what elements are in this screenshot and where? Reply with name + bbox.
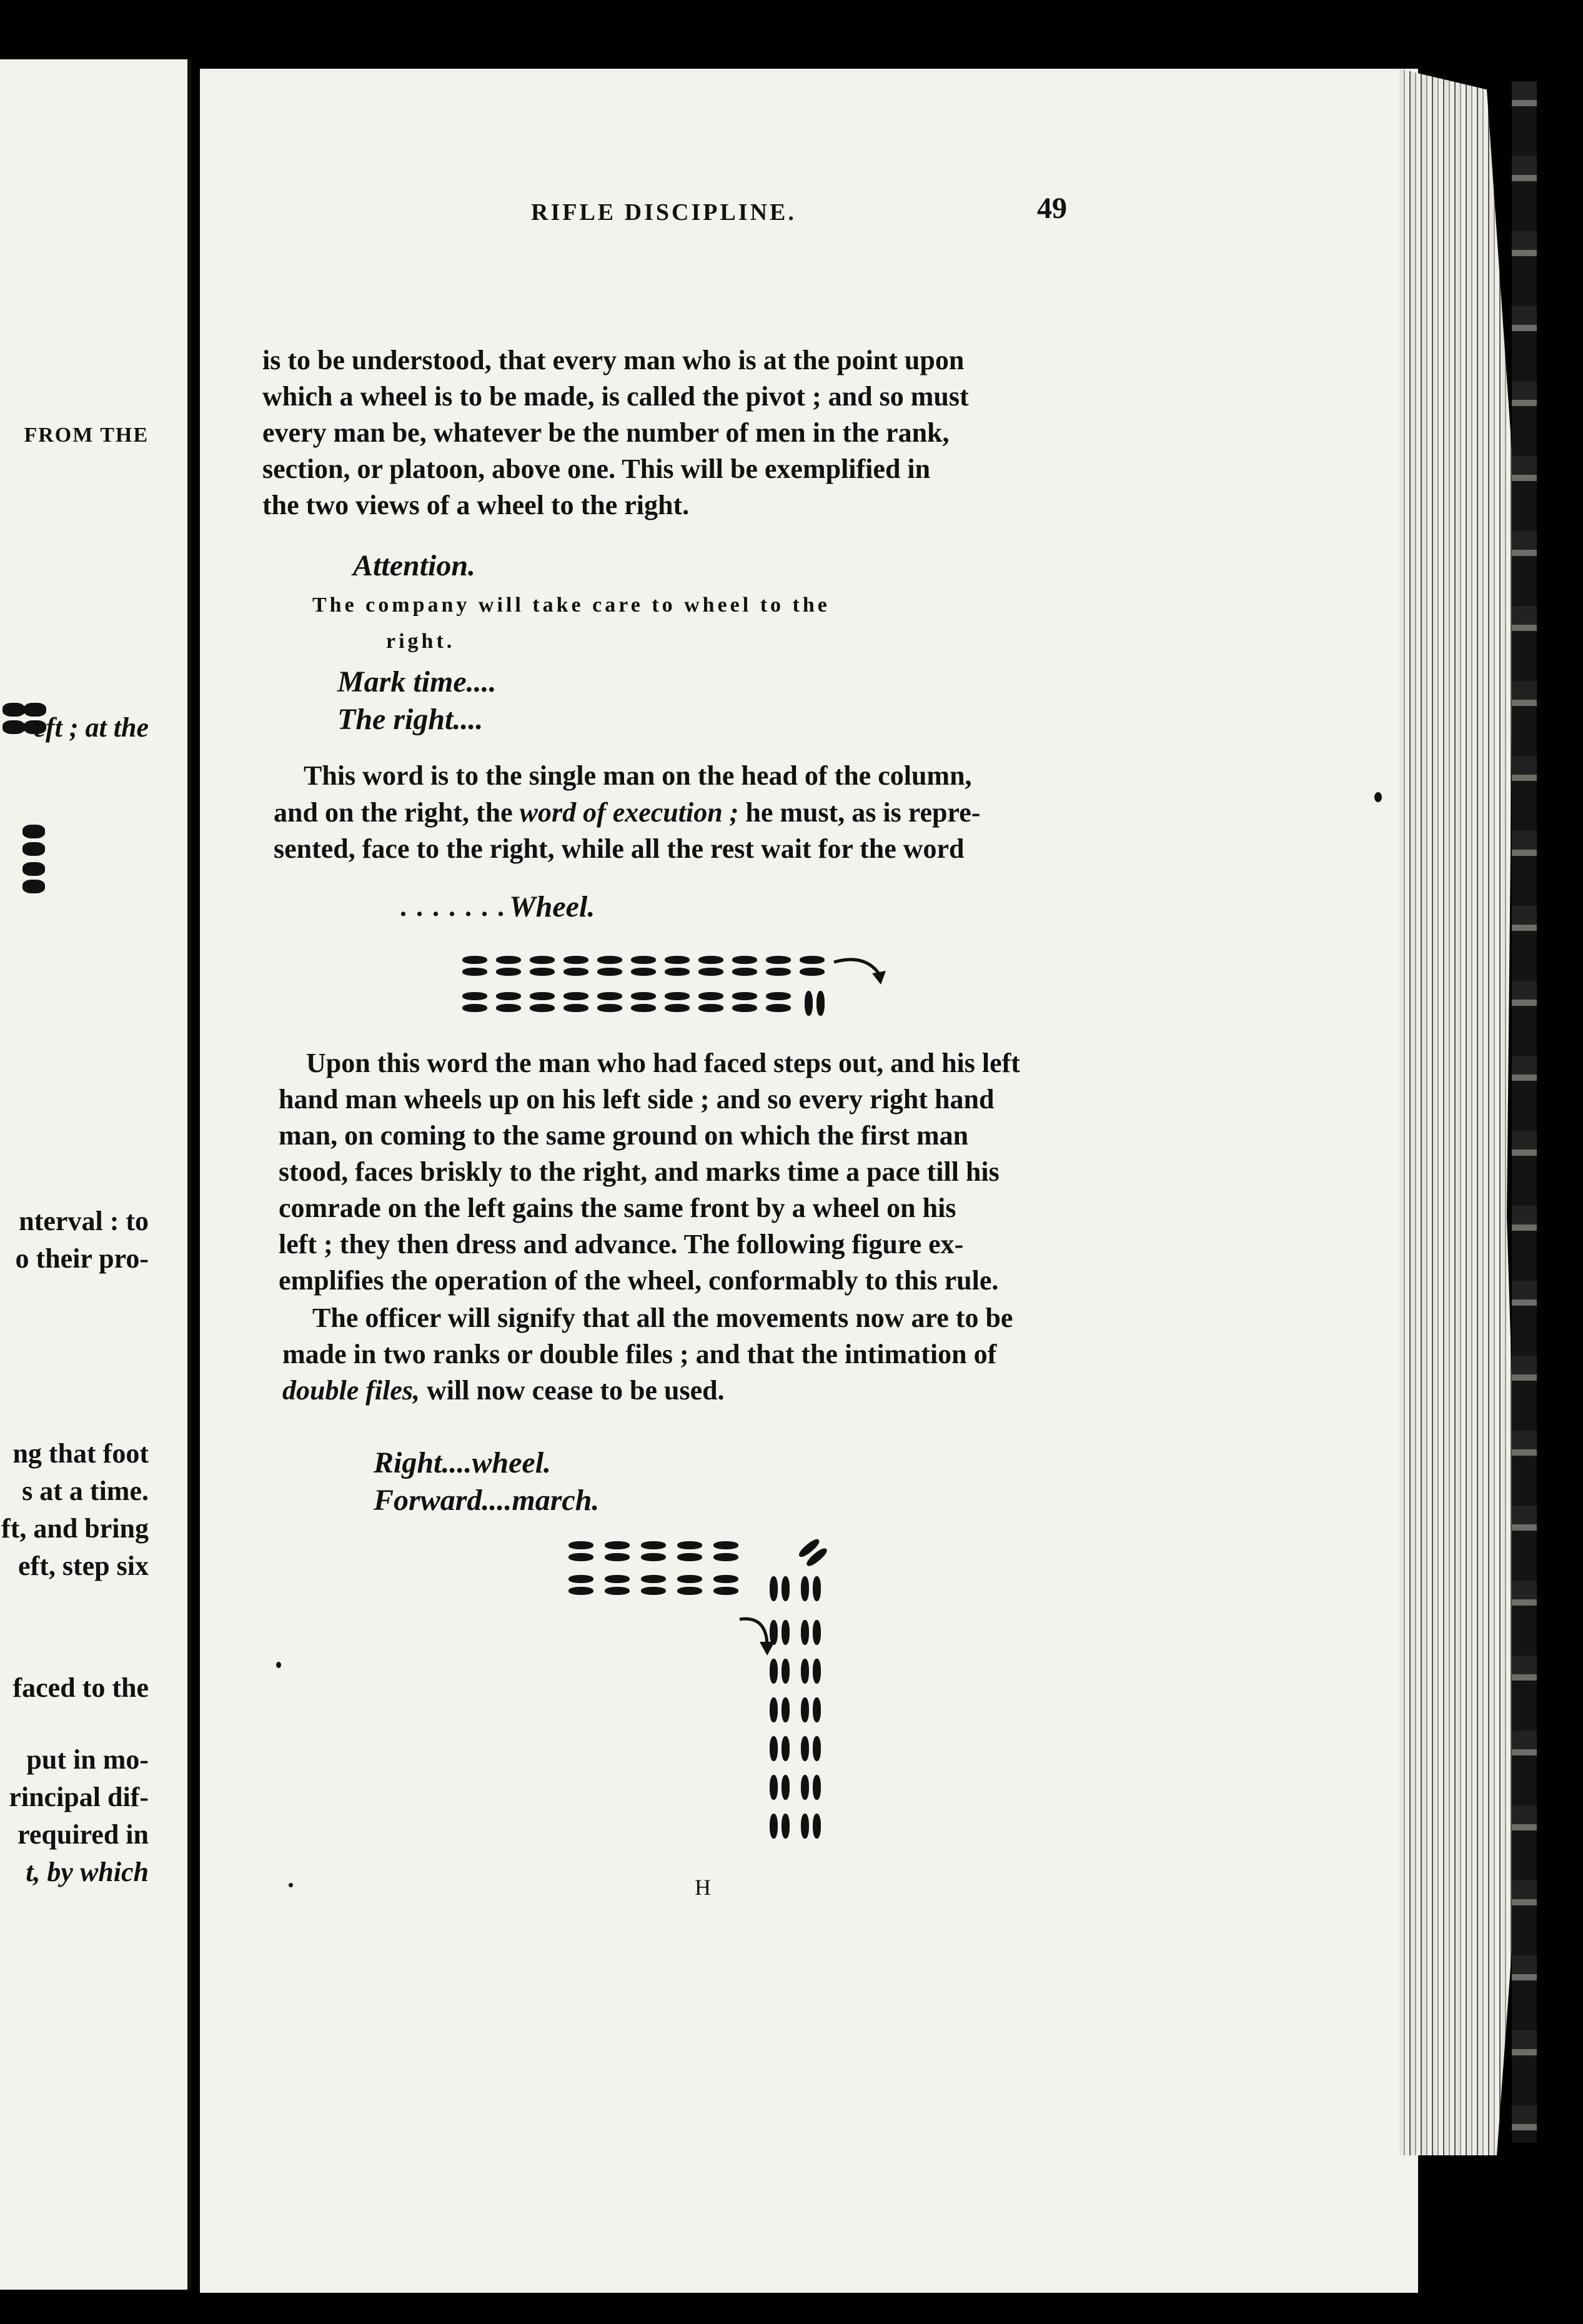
command-leader-dots: . . . . . . . xyxy=(400,891,505,922)
term-word-of-execution: word of execution ; xyxy=(519,797,739,828)
soldier-glyph xyxy=(770,1814,791,1839)
soldier-glyph xyxy=(801,1814,822,1839)
soldier-glyph xyxy=(713,1575,738,1596)
soldier-glyph xyxy=(563,992,588,1013)
soldier-glyph xyxy=(801,1736,822,1761)
soldier-glyph xyxy=(770,1576,791,1601)
ink-speck xyxy=(289,1883,293,1887)
body-line: which a wheel is to be made, is called the pivot ; and so must xyxy=(262,381,969,412)
body-line: left ; they then dress and advance. The following figure ex- xyxy=(279,1229,964,1259)
left-page-fragment: required in xyxy=(17,1819,149,1850)
soldier-glyph xyxy=(801,1697,822,1722)
left-page-fragment: nterval : to xyxy=(19,1206,149,1236)
soldier-glyph xyxy=(698,956,723,977)
left-page-fragment: s at a time. xyxy=(22,1476,149,1506)
caution-line: The company will take care to wheel to the xyxy=(312,593,830,617)
soldier-glyph xyxy=(801,1576,822,1601)
wheel-arrow-icon xyxy=(737,1612,787,1668)
left-page-fragment: rincipal dif- xyxy=(9,1782,149,1812)
body-text: he must, as is repre- xyxy=(738,797,981,828)
body-line: section, or platoon, above one. This will be exemplified in xyxy=(262,454,931,484)
soldier-glyph xyxy=(462,956,487,977)
body-line: comrade on the left gains the same front by a wheel on his xyxy=(279,1193,956,1223)
soldier-glyph xyxy=(462,992,487,1013)
left-page-fragment: eft, step six xyxy=(18,1551,149,1581)
left-page-fragment: o their pro- xyxy=(15,1243,149,1274)
soldier-glyph xyxy=(568,1541,593,1562)
term-double-files: double files, xyxy=(282,1375,420,1406)
soldier-glyph xyxy=(766,956,791,977)
body-text: and on the right, the xyxy=(274,797,520,828)
left-page-fragment: ng that foot xyxy=(12,1438,149,1469)
soldier-glyph xyxy=(713,1541,738,1562)
left-page-fragment: eft ; at the xyxy=(33,712,149,743)
soldier-glyph xyxy=(801,1620,822,1645)
soldier-glyph xyxy=(665,992,690,1013)
soldier-glyph xyxy=(801,1659,822,1684)
command-right-wheel: Right....wheel. xyxy=(374,1446,552,1479)
body-line: every man be, whatever be the number of men in the rank, xyxy=(262,417,950,448)
running-head: RIFLE DISCIPLINE. xyxy=(531,199,796,226)
soldier-glyph xyxy=(597,992,622,1013)
command-mark-time: Mark time.... xyxy=(337,665,497,698)
left-page-fragment: t, by which xyxy=(26,1857,149,1887)
soldier-glyph xyxy=(568,1575,593,1596)
body-line: stood, faces briskly to the right, and marks time a pace till his xyxy=(279,1156,1000,1187)
soldier-glyph xyxy=(770,1736,791,1761)
body-line: the two views of a wheel to the right. xyxy=(262,490,690,520)
soldier-glyph xyxy=(563,956,588,977)
soldier-glyph xyxy=(605,1575,630,1596)
soldier-glyph xyxy=(770,1775,791,1800)
soldier-glyph xyxy=(631,956,656,977)
soldier-glyph xyxy=(732,956,757,977)
left-formation-glyph xyxy=(2,703,25,735)
body-line: hand man wheels up on his left side ; and so every right hand xyxy=(279,1084,995,1115)
body-line: This word is to the single man on the head of the column, xyxy=(304,760,972,791)
body-line xyxy=(274,799,980,827)
left-page-fragment: FROM THE xyxy=(24,424,149,447)
body-line: made in two ranks or double files ; and that the intimation of xyxy=(282,1339,997,1369)
body-line xyxy=(282,1377,725,1404)
caution-line: right. xyxy=(386,630,455,653)
command-the-right: The right.... xyxy=(337,703,484,736)
soldier-glyph xyxy=(698,992,723,1013)
soldier-glyph xyxy=(732,992,757,1013)
soldier-glyph xyxy=(605,1541,630,1562)
soldier-glyph xyxy=(597,956,622,977)
ink-speck xyxy=(276,1662,281,1668)
soldier-glyph xyxy=(496,956,521,977)
left-page-fragment: ft, and bring xyxy=(1,1513,149,1544)
left-page xyxy=(0,59,191,2290)
command-forward-march: Forward....march. xyxy=(374,1484,600,1517)
soldier-glyph xyxy=(530,956,555,977)
soldier-glyph xyxy=(631,992,656,1013)
wheel-arrow-icon xyxy=(831,945,900,1007)
command-attention: Attention. xyxy=(353,549,476,582)
soldier-glyph-wheeling xyxy=(797,1537,830,1569)
soldier-glyph xyxy=(496,992,521,1013)
soldier-glyph xyxy=(677,1541,702,1562)
command-wheel: Wheel. xyxy=(509,890,595,923)
soldier-glyph xyxy=(805,991,826,1016)
page-number: 49 xyxy=(1037,192,1067,225)
figure-wheel-operation xyxy=(568,1540,862,1852)
body-text: will now cease to be used. xyxy=(419,1375,725,1406)
soldier-glyph xyxy=(641,1575,666,1596)
left-formation-glyph xyxy=(22,825,45,857)
body-line: emplifies the operation of the wheel, conformably to this rule. xyxy=(279,1265,999,1296)
soldier-glyph xyxy=(800,956,825,977)
left-page-fragment: put in mo- xyxy=(26,1744,149,1775)
left-page-fragment: faced to the xyxy=(12,1672,149,1703)
body-line: is to be understood, that every man who is at the point upon xyxy=(262,345,965,375)
signature-mark: H xyxy=(695,1875,711,1900)
ink-speck xyxy=(1374,792,1382,802)
soldier-glyph xyxy=(530,992,555,1013)
soldier-glyph xyxy=(677,1575,702,1596)
soldier-glyph xyxy=(770,1697,791,1722)
page-edges xyxy=(1399,69,1524,2155)
body-line: sented, face to the right, while all the rest wait for the word xyxy=(274,833,965,864)
soldier-glyph xyxy=(641,1541,666,1562)
soldier-glyph xyxy=(766,992,791,1013)
soldier-glyph xyxy=(665,956,690,977)
body-line: man, on coming to the same ground on which the first man xyxy=(279,1120,969,1151)
page-edge-fringe xyxy=(1512,81,1537,2143)
body-line: The officer will signify that all the movements now are to be xyxy=(312,1303,1013,1333)
left-formation-glyph xyxy=(22,862,45,895)
body-line: Upon this word the man who had faced steps out, and his left xyxy=(306,1048,1020,1078)
soldier-glyph xyxy=(801,1775,822,1800)
